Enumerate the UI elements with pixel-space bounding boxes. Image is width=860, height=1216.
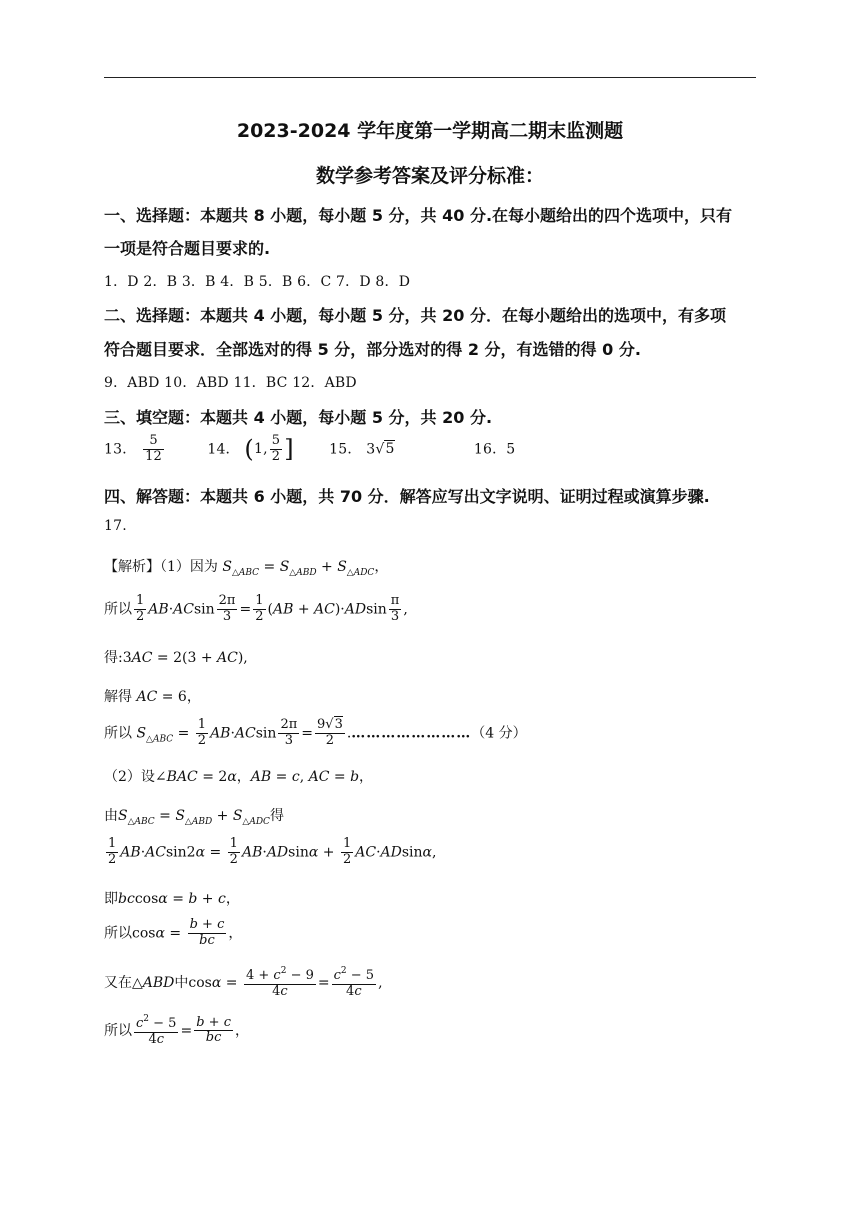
solution-line-6: （2）设∠BAC = 2α，AB = c, AC = b， bbox=[104, 769, 374, 785]
q16-answer: 16．5 bbox=[473, 441, 516, 458]
section-1-answers: 1．D 2．B 3．B 4．B 5．B 6．C 7．D 8．D bbox=[104, 274, 411, 290]
solution-line-4: 解得 AC = 6， bbox=[104, 689, 201, 705]
q14-label: 14． bbox=[207, 441, 240, 458]
solution-line-11: 又在△ABD中cosα = $\frac{4 + c^2 - 9}{4c}$ = $\frac{c^2 - 5}{4c}$ , bbox=[104, 966, 383, 999]
section-1-heading: 一、选择题：本题共 8 小题，每小题 5 分，共 40 分.在每小题给出的四个选项中，只有 bbox=[104, 206, 733, 225]
section-3-heading: 三、填空题：本题共 4 小题，每小题 5 分，共 20 分. bbox=[104, 408, 493, 427]
section-1-heading-cont: 一项是符合题目要求的. bbox=[104, 239, 271, 258]
section-2-heading: 二、选择题：本题共 4 小题，每小题 5 分，共 20 分．在每小题给出的选项中，有多项 bbox=[104, 306, 726, 325]
solution-line-12: 所以 $\frac{c^2 - 5}{4c}$ = $\frac{b + c}{bc}$ ， bbox=[104, 1014, 249, 1047]
solution-line-7: 由$S_{\triangle ABC} = S_{\triangle ABD} + S_{\triangle ADC}$得 bbox=[104, 808, 284, 827]
q13-answer: $\frac{5}{12}$ bbox=[145, 433, 163, 464]
q13-label: 13． bbox=[104, 441, 137, 458]
page-subtitle: 数学参考答案及评分标准： bbox=[315, 165, 544, 187]
section-3-answers bbox=[104, 434, 515, 465]
solution-line-5: 所以 $S_{\triangle ABC}$ = $\frac{1}{2}$ AB·ACsin $\frac{2\pi}{3}$ = $\frac{9√3}{2}$ .……………………（4 分） bbox=[104, 717, 527, 748]
q17-label: 17. bbox=[104, 518, 127, 534]
section-2-answers: 9．ABD 10．ABD 11．BC 12．ABD bbox=[104, 375, 357, 391]
score-label: （4 分） bbox=[471, 725, 527, 742]
header-rule bbox=[104, 77, 756, 78]
solution-line-10: 所以cosα = $\frac{b + c}{bc}$ ， bbox=[104, 917, 243, 948]
q15-label: 15． bbox=[329, 441, 362, 458]
solution-line-2: 所以 $\frac{1}{2}$ AB·ACsin $\frac{2\pi}{3}$ = $\frac{1}{2}$ (AB + AC)·ADsin $\frac{\pi}{3}$ , bbox=[104, 593, 408, 624]
section-2-heading-cont: 符合题目要求．全部选对的得 5 分，部分选对的得 2 分，有选错的得 0 分. bbox=[104, 340, 641, 359]
q14-answer: (1, $\frac{5}{2}$ ] bbox=[244, 433, 294, 464]
solution-line-8: $\frac{1}{2}$ AB·ACsin2α = $\frac{1}{2}$ AB·ADsinα + $\frac{1}{2}$ AC·ADsinα, bbox=[108, 836, 437, 867]
page-title: 2023-2024 学年度第一学期高二期末监测题 bbox=[236, 120, 624, 142]
section-4-heading: 四、解答题：本题共 6 小题，共 70 分．解答应写出文字说明、证明过程或演算步骤. bbox=[104, 487, 710, 506]
solution-line-1: 【解析】（1）因为 $S_{\triangle ABC} = S_{\triangle ABD} + S_{\triangle ADC}$， bbox=[104, 559, 389, 578]
q15-answer: 3√5 bbox=[366, 441, 395, 458]
solution-line-9: 即bccosα = b + c， bbox=[104, 891, 240, 907]
solution-line-3: 得:3AC = 2(3 + AC), bbox=[104, 650, 248, 666]
